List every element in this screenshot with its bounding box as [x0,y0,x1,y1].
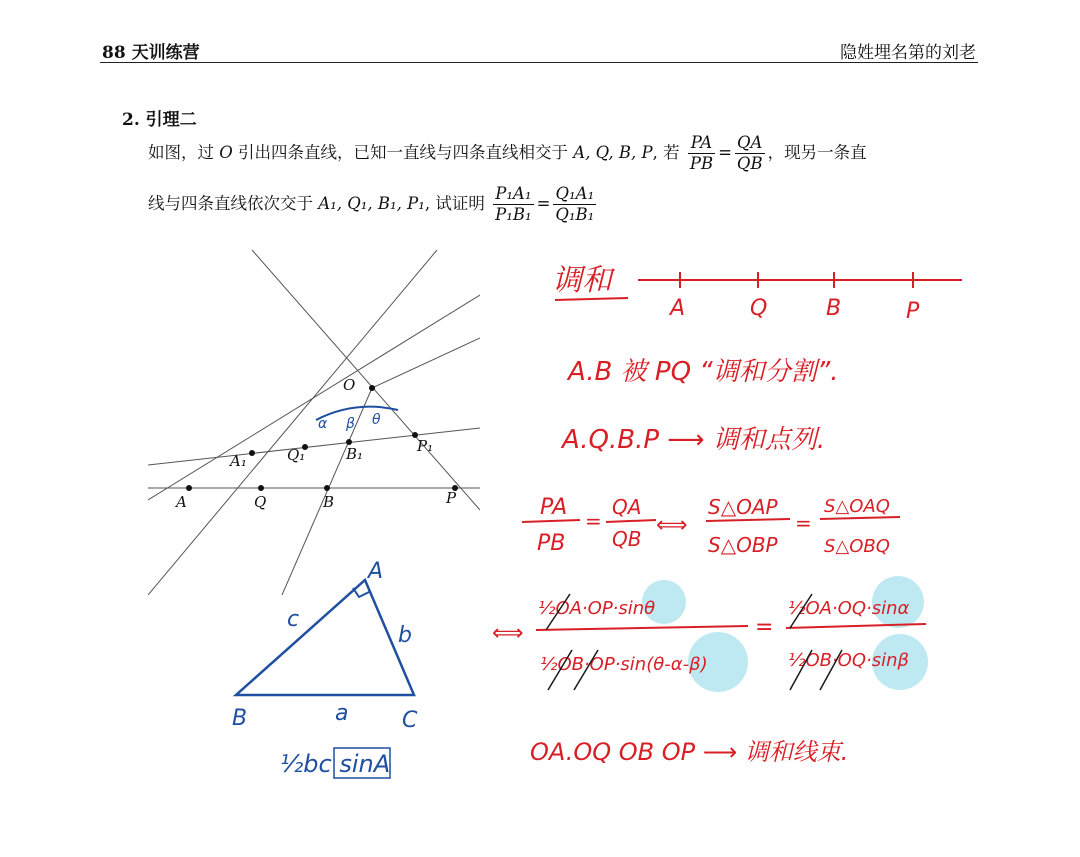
ratio-pa: PA [540,495,568,520]
sine-bottom-right: ½OB·OQ·sinβ [788,650,910,671]
point-A [186,485,192,491]
number-line-label-B: B [826,296,842,321]
line-pencil [148,250,480,595]
note-harmonic-points: A.Q.B.P ⟶ 调和点列. [562,425,826,455]
note-harmonic-pencil: OA.OQ OB OP ⟶ 调和线束. [530,738,849,766]
fraction-numerator: PA [688,133,715,154]
line1-text-d: ，现另一条直 [767,143,867,162]
label-B: B [323,493,335,511]
label-A: A [176,493,187,511]
fraction-bar [706,519,790,521]
ratio-pb: PB [537,531,566,556]
triangle-vertex-B: B [232,706,248,731]
angle-alpha-label: α [318,416,328,432]
equivalence-arrow: ⟺ [492,621,524,646]
line1-text-a: 如图，过 [148,143,220,162]
ratio-qb: QB [612,527,642,551]
triangle-vertex-A: A [368,559,384,584]
line1-text-c: , 若 [652,143,680,162]
title-underline [555,298,628,300]
line1-text-b: 引出四条直线，已知一直线与四条直线相交于 [232,143,574,162]
fraction-denominator: QB [736,154,763,173]
angle-arc [316,407,398,420]
number-line-label-P: P [906,299,920,324]
section-title: 2. 引理二 [122,110,197,130]
equals-sign: = [795,511,812,535]
ratio-qa: QA [612,495,642,519]
line-OA [148,295,480,500]
label-Q1: Q₁ [287,446,306,464]
area-oap: S△OAP [708,495,778,519]
header-right-author: 隐姓埋名第的刘老 [840,43,976,63]
line-OP [252,250,480,510]
point-O-text: O [219,143,233,162]
equals-sign: = [755,615,774,640]
note-harmonic-division: A.B 被 PQ “调和分割”. [568,357,839,387]
area-oaq: S△OAQ [824,496,890,517]
equals-sign: = [585,509,602,533]
label-A1: A₁ [230,452,247,470]
fraction-bar [606,520,656,522]
equals-sign: = [718,143,732,162]
label-B1: B₁ [346,445,364,463]
line1-points: A, Q, B, P [573,143,653,162]
point-O [369,385,375,391]
line2-points: A₁, Q₁, B₁, P₁ [318,194,425,213]
sine-top-right: ½OA·OQ·sinα [788,598,910,619]
fraction-bar [522,520,580,522]
line2-text-b: , 试证明 [424,194,485,213]
equivalence-arrow: ⟺ [656,513,688,538]
fraction-numerator: P₁A₁ [493,184,533,205]
number-line-label-A: A [670,296,686,321]
label-O: O [343,376,356,394]
label-Q: Q [254,493,267,511]
sine-top-left: ½OA·OP·sinθ [538,598,656,619]
fraction-denominator: P₁B₁ [495,205,532,224]
note-harmonic-title: 调和 [552,263,612,298]
ratio-equation [522,495,900,557]
triangle-vertex-C: C [402,708,418,733]
point-Q [258,485,264,491]
angle-theta-label: θ [372,412,381,428]
line2-text-a: 线与四条直线依次交于 [148,194,319,213]
triangle-side-b: b [398,623,412,648]
equals-sign: = [536,194,551,213]
label-P: P [446,489,457,507]
triangle-side-c: c [287,607,300,632]
point-A1 [249,450,255,456]
area-obp: S△OBP [708,533,778,557]
area-formula: ½bc sinA [280,750,391,778]
fraction-denominator: PB [689,154,714,173]
header-left-title: 88 天训练营 [102,43,200,63]
area-obq: S△OBQ [824,536,890,557]
fraction-bar [536,626,748,630]
label-P1: P₁ [417,437,434,455]
fraction-numerator: QA [735,133,765,154]
point-B [324,485,330,491]
angle-beta-label: β [346,416,355,432]
fraction-numerator: Q₁A₁ [553,184,596,205]
number-line-label-Q: Q [750,296,768,321]
sine-equation [492,576,928,692]
fraction-denominator: Q₁B₁ [555,205,595,224]
triangle-ABC [236,580,414,695]
fraction-bar [820,517,900,519]
line-OQ-extended [148,250,437,595]
triangle-side-a: a [335,701,349,726]
line-upper-ray [372,338,480,388]
sine-bottom-left: ½OB·OP·sin(θ-α-β) [540,654,708,675]
